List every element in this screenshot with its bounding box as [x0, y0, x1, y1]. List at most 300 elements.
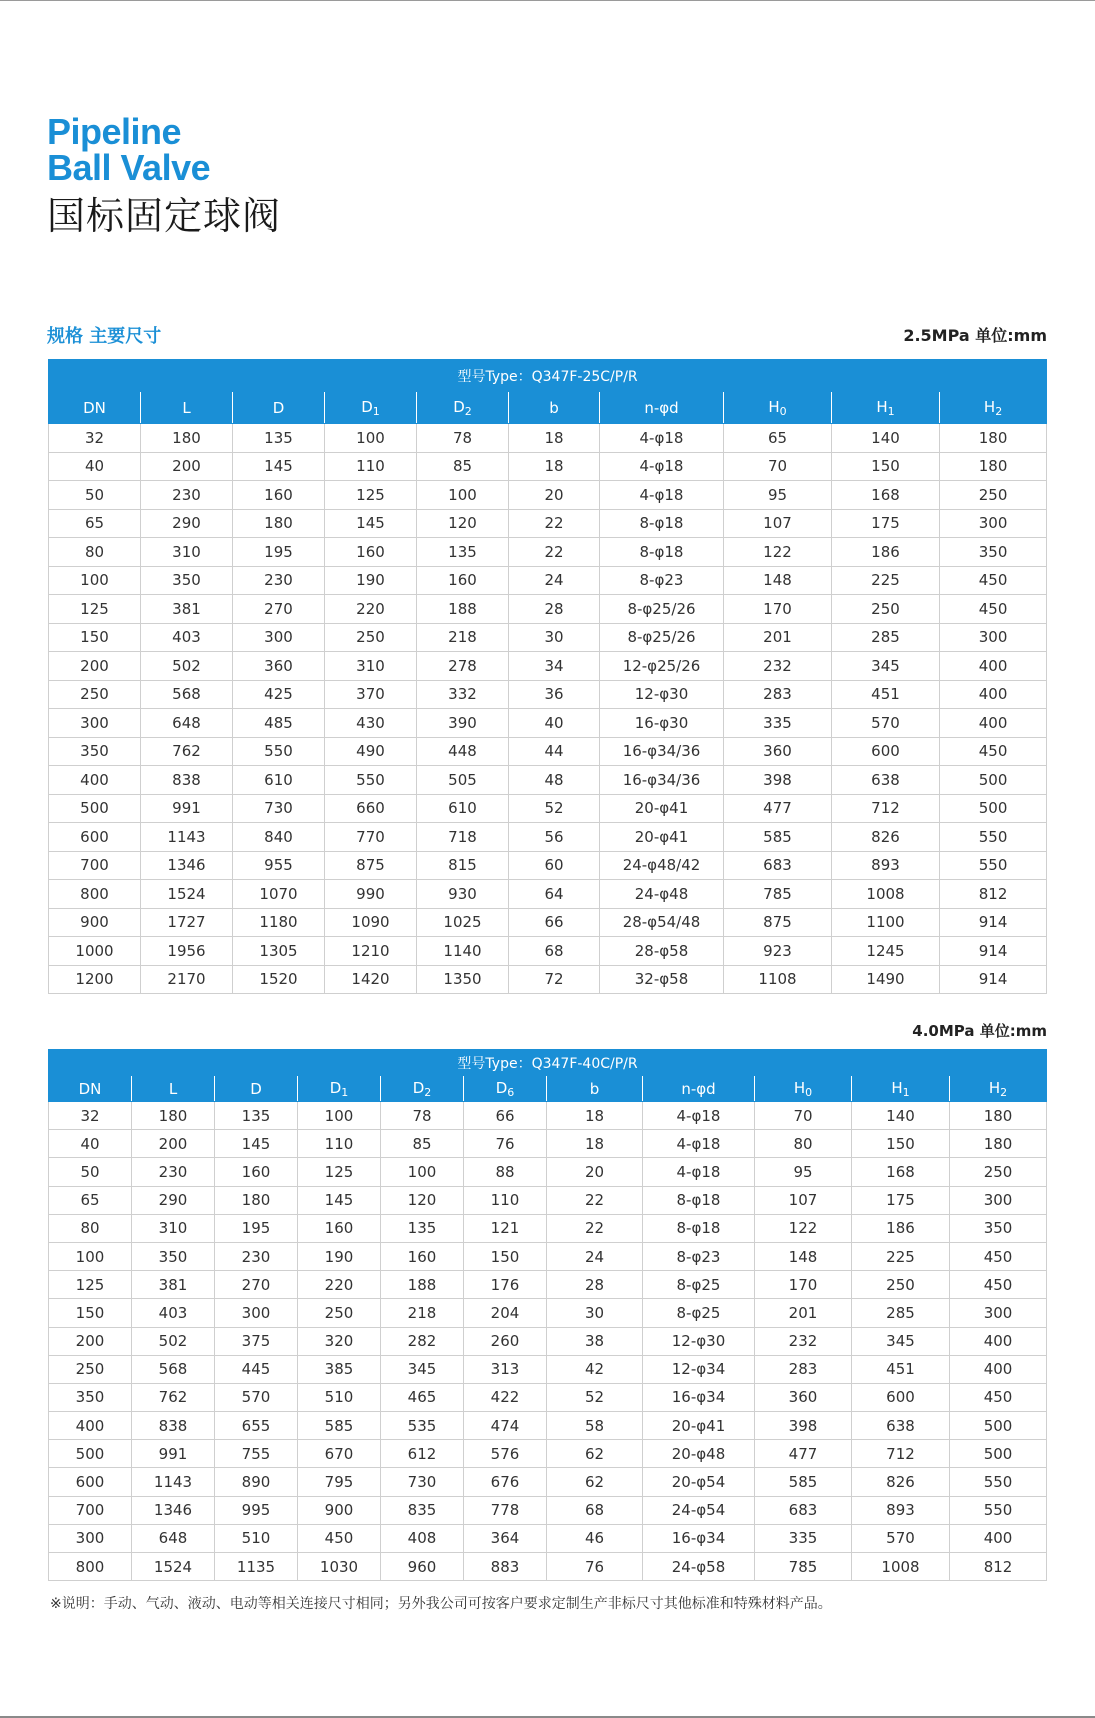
- column-header-text: DN: [78, 1079, 102, 1098]
- table-cell: 44: [509, 737, 600, 766]
- column-header-text: D: [412, 1078, 425, 1097]
- table-cell: 1000: [49, 937, 141, 966]
- table-row: [49, 481, 1047, 510]
- table-cell: 168: [832, 481, 940, 510]
- column-header-text: H: [891, 1078, 903, 1097]
- table-cell: 500: [940, 766, 1047, 795]
- table-cell: 313: [464, 1355, 547, 1383]
- table-row: [49, 1327, 1047, 1355]
- table-cell: 16-φ34/36: [600, 766, 724, 795]
- table-cell: 150: [852, 1130, 950, 1158]
- table-cell: 812: [950, 1553, 1047, 1581]
- table-cell: 430: [325, 709, 417, 738]
- table-cell: 955: [233, 851, 325, 880]
- table-row: [49, 1102, 1047, 1130]
- table-cell: 24: [509, 566, 600, 595]
- table-cell: 838: [141, 766, 233, 795]
- table-cell: 28-φ58: [600, 937, 724, 966]
- table-cell: 285: [832, 623, 940, 652]
- table-cell: 232: [724, 652, 832, 681]
- column-header-text: D: [361, 397, 373, 416]
- table-cell: 250: [49, 680, 141, 709]
- table-cell: 160: [215, 1158, 298, 1186]
- column-header-text: L: [168, 1079, 178, 1098]
- table-cell: 4-φ18: [643, 1130, 755, 1158]
- table-cell: 200: [49, 652, 141, 681]
- table-cell: 8-φ18: [643, 1186, 755, 1214]
- column-header-subscript: 2: [464, 404, 472, 418]
- table-cell: 600: [49, 1468, 132, 1496]
- table-cell: 150: [832, 452, 940, 481]
- table-cell: 28: [547, 1271, 643, 1299]
- table-cell: 8-φ23: [643, 1242, 755, 1270]
- table-cell: 20-φ48: [643, 1440, 755, 1468]
- table-cell: 76: [464, 1130, 547, 1158]
- table-cell: 180: [940, 424, 1047, 453]
- table-cell: 812: [940, 880, 1047, 909]
- table-cell: 700: [49, 1496, 132, 1524]
- table-cell: 283: [755, 1355, 852, 1383]
- table-cell: 160: [381, 1242, 464, 1270]
- table-cell: 683: [724, 851, 832, 880]
- table-cell: 270: [233, 595, 325, 624]
- column-header: [950, 1076, 1047, 1102]
- table-cell: 893: [852, 1496, 950, 1524]
- table-cell: 110: [464, 1186, 547, 1214]
- table-cell: 50: [49, 481, 141, 510]
- table-cell: 12-φ30: [600, 680, 724, 709]
- table-cell: 500: [49, 1440, 132, 1468]
- table-cell: 1140: [417, 937, 509, 966]
- table-cell: 160: [417, 566, 509, 595]
- table-cell: 960: [381, 1553, 464, 1581]
- column-header-text: b: [549, 398, 559, 417]
- table-cell: 1180: [233, 908, 325, 937]
- table-cell: 290: [132, 1186, 215, 1214]
- column-header-subscript: 2: [995, 404, 1003, 418]
- table-row: [49, 538, 1047, 567]
- table-row: [49, 737, 1047, 766]
- table-cell: 18: [509, 452, 600, 481]
- model-type-header: 型号Type：Q347F-25C/P/R: [49, 360, 1047, 392]
- table-cell: 107: [724, 509, 832, 538]
- table-cell: 350: [141, 566, 233, 595]
- footnote: ※说明：手动、气动、液动、电动等相关连接尺寸相同；另外我公司可按客户要求定制生产非标尺寸其他标准和特殊材料产品。: [50, 1596, 832, 1612]
- table-cell: 570: [215, 1383, 298, 1411]
- table-cell: 585: [298, 1412, 381, 1440]
- table-cell: 56: [509, 823, 600, 852]
- table-cell: 160: [325, 538, 417, 567]
- column-header-subscript: 1: [341, 1085, 349, 1099]
- table-row: [49, 1299, 1047, 1327]
- table-cell: 655: [215, 1412, 298, 1440]
- table-cell: 16-φ30: [600, 709, 724, 738]
- table-cell: 1025: [417, 908, 509, 937]
- table-cell: 170: [755, 1271, 852, 1299]
- table-cell: 148: [724, 566, 832, 595]
- table-cell: 1956: [141, 937, 233, 966]
- table-cell: 510: [298, 1383, 381, 1411]
- table-cell: 180: [950, 1130, 1047, 1158]
- table-cell: 500: [940, 794, 1047, 823]
- table-cell: 145: [325, 509, 417, 538]
- table-cell: 24: [547, 1242, 643, 1270]
- table-cell: 220: [325, 595, 417, 624]
- table-cell: 755: [215, 1440, 298, 1468]
- table-cell: 403: [132, 1299, 215, 1327]
- table-cell: 712: [852, 1440, 950, 1468]
- table-row: [49, 1130, 1047, 1158]
- table-cell: 638: [852, 1412, 950, 1440]
- table-cell: 135: [381, 1214, 464, 1242]
- table-cell: 585: [755, 1468, 852, 1496]
- table-cell: 403: [141, 623, 233, 652]
- table-cell: 100: [298, 1102, 381, 1130]
- table-cell: 20-φ54: [643, 1468, 755, 1496]
- table-cell: 1524: [132, 1553, 215, 1581]
- table-cell: 360: [233, 652, 325, 681]
- table-cell: 300: [940, 509, 1047, 538]
- table-cell: 1143: [141, 823, 233, 852]
- table-cell: 20-φ41: [643, 1412, 755, 1440]
- table-cell: 121: [464, 1214, 547, 1242]
- table-cell: 230: [141, 481, 233, 510]
- table-cell: 30: [547, 1299, 643, 1327]
- table-cell: 80: [49, 1214, 132, 1242]
- table-cell: 232: [755, 1327, 852, 1355]
- table-cell: 490: [325, 737, 417, 766]
- column-header-row: [49, 392, 1047, 424]
- table-cell: 826: [832, 823, 940, 852]
- table-cell: 88: [464, 1158, 547, 1186]
- table-cell: 350: [940, 538, 1047, 567]
- table-cell: 48: [509, 766, 600, 795]
- table-cell: 350: [49, 737, 141, 766]
- table-cell: 610: [417, 794, 509, 823]
- table-cell: 381: [141, 595, 233, 624]
- table-cell: 320: [298, 1327, 381, 1355]
- table-cell: 535: [381, 1412, 464, 1440]
- table-cell: 20-φ41: [600, 823, 724, 852]
- table-cell: 875: [724, 908, 832, 937]
- table-cell: 200: [141, 452, 233, 481]
- table-cell: 1108: [724, 965, 832, 994]
- table-cell: 100: [49, 1242, 132, 1270]
- table-cell: 52: [547, 1383, 643, 1411]
- table-cell: 250: [298, 1299, 381, 1327]
- table-body: [49, 424, 1047, 994]
- table-cell: 24-φ48/42: [600, 851, 724, 880]
- table-cell: 991: [141, 794, 233, 823]
- table-cell: 390: [417, 709, 509, 738]
- table-cell: 135: [215, 1102, 298, 1130]
- table-cell: 8-φ23: [600, 566, 724, 595]
- table-cell: 778: [464, 1496, 547, 1524]
- table-cell: 785: [724, 880, 832, 909]
- title-en-line2: Ball Valve: [47, 147, 211, 188]
- table-cell: 62: [547, 1468, 643, 1496]
- table-cell: 826: [852, 1468, 950, 1496]
- table-cell: 260: [464, 1327, 547, 1355]
- table-row: [49, 965, 1047, 994]
- table-cell: 610: [233, 766, 325, 795]
- table-cell: 1420: [325, 965, 417, 994]
- column-header-text: D: [453, 397, 465, 416]
- table-cell: 32: [49, 1102, 132, 1130]
- table-row: [49, 595, 1047, 624]
- table-cell: 230: [132, 1158, 215, 1186]
- table-cell: 350: [49, 1383, 132, 1411]
- table-cell: 120: [381, 1186, 464, 1214]
- table-cell: 310: [325, 652, 417, 681]
- table-cell: 66: [509, 908, 600, 937]
- table-cell: 1070: [233, 880, 325, 909]
- table-cell: 1524: [141, 880, 233, 909]
- dimension-table-40: [48, 1049, 1047, 1581]
- table-cell: 398: [755, 1412, 852, 1440]
- table-cell: 1490: [832, 965, 940, 994]
- table-cell: 110: [325, 452, 417, 481]
- table-cell: 38: [547, 1327, 643, 1355]
- table-cell: 20: [547, 1158, 643, 1186]
- table-cell: 250: [325, 623, 417, 652]
- table-cell: 100: [325, 424, 417, 453]
- table-cell: 270: [215, 1271, 298, 1299]
- table-cell: 1030: [298, 1553, 381, 1581]
- table-cell: 445: [215, 1355, 298, 1383]
- column-header: [724, 392, 832, 424]
- table-cell: 1520: [233, 965, 325, 994]
- table-cell: 36: [509, 680, 600, 709]
- table-cell: 400: [940, 652, 1047, 681]
- table-cell: 450: [950, 1271, 1047, 1299]
- table-cell: 175: [832, 509, 940, 538]
- table-cell: 370: [325, 680, 417, 709]
- table-cell: 52: [509, 794, 600, 823]
- table-cell: 4-φ18: [600, 452, 724, 481]
- table-cell: 65: [49, 1186, 132, 1214]
- table-cell: 78: [417, 424, 509, 453]
- table-cell: 40: [49, 452, 141, 481]
- table-cell: 18: [547, 1130, 643, 1158]
- table-cell: 68: [547, 1496, 643, 1524]
- table-cell: 800: [49, 880, 141, 909]
- table-cell: 398: [724, 766, 832, 795]
- table-cell: 1135: [215, 1553, 298, 1581]
- table-cell: 474: [464, 1412, 547, 1440]
- table-cell: 570: [832, 709, 940, 738]
- table-cell: 995: [215, 1496, 298, 1524]
- table-cell: 485: [233, 709, 325, 738]
- table-cell: 180: [940, 452, 1047, 481]
- table-cell: 730: [381, 1468, 464, 1496]
- title-chinese: 国标固定球阀: [47, 194, 282, 238]
- table-cell: 1727: [141, 908, 233, 937]
- table-cell: 100: [417, 481, 509, 510]
- table-cell: 40: [509, 709, 600, 738]
- table-cell: 176: [464, 1271, 547, 1299]
- table-row: [49, 1496, 1047, 1524]
- table-cell: 345: [381, 1355, 464, 1383]
- table-cell: 638: [832, 766, 940, 795]
- table-cell: 32-φ58: [600, 965, 724, 994]
- table-cell: 65: [724, 424, 832, 453]
- table-row: [49, 424, 1047, 453]
- table-cell: 60: [509, 851, 600, 880]
- table-cell: 8-φ25: [643, 1299, 755, 1327]
- table-cell: 400: [940, 709, 1047, 738]
- pressure-unit-label-2: 4.0MPa 单位:mm: [912, 1022, 1047, 1040]
- column-header-text: H: [988, 1078, 1001, 1097]
- table-cell: 450: [298, 1524, 381, 1552]
- table-cell: 8-φ18: [600, 538, 724, 567]
- table-row: [49, 623, 1047, 652]
- table-cell: 505: [417, 766, 509, 795]
- table-cell: 450: [940, 566, 1047, 595]
- table-cell: 676: [464, 1468, 547, 1496]
- table-cell: 12-φ25/26: [600, 652, 724, 681]
- table-cell: 683: [755, 1496, 852, 1524]
- table-cell: 300: [49, 1524, 132, 1552]
- table-cell: 670: [298, 1440, 381, 1468]
- table-row: [49, 880, 1047, 909]
- table-cell: 450: [950, 1383, 1047, 1411]
- table-cell: 422: [464, 1383, 547, 1411]
- table-cell: 600: [832, 737, 940, 766]
- table-cell: 80: [755, 1130, 852, 1158]
- column-header-text: L: [182, 398, 191, 417]
- table-row: [49, 652, 1047, 681]
- column-header-text: b: [589, 1079, 600, 1098]
- title-en-line1: Pipeline: [47, 111, 182, 152]
- table-cell: 65: [49, 509, 141, 538]
- table-cell: 201: [724, 623, 832, 652]
- table-cell: 200: [49, 1327, 132, 1355]
- table-cell: 283: [724, 680, 832, 709]
- table-cell: 1350: [417, 965, 509, 994]
- table-cell: 300: [950, 1299, 1047, 1327]
- table-cell: 145: [233, 452, 325, 481]
- table-cell: 22: [547, 1214, 643, 1242]
- table-cell: 1100: [832, 908, 940, 937]
- spec-label: 规格 主要尺寸: [47, 326, 162, 347]
- table-cell: 400: [950, 1355, 1047, 1383]
- table-cell: 85: [381, 1130, 464, 1158]
- table-cell: 50: [49, 1158, 132, 1186]
- table-cell: 225: [852, 1242, 950, 1270]
- title-english: [47, 111, 211, 188]
- table-cell: 400: [49, 1412, 132, 1440]
- table-cell: 125: [49, 595, 141, 624]
- table-cell: 893: [832, 851, 940, 880]
- table-row: [49, 937, 1047, 966]
- table-cell: 64: [509, 880, 600, 909]
- table-cell: 712: [832, 794, 940, 823]
- table-cell: 568: [132, 1355, 215, 1383]
- table-cell: 180: [215, 1186, 298, 1214]
- table-cell: 195: [233, 538, 325, 567]
- table-cell: 250: [49, 1355, 132, 1383]
- table-cell: 770: [325, 823, 417, 852]
- table-cell: 1245: [832, 937, 940, 966]
- table-cell: 576: [464, 1440, 547, 1468]
- table-row: [49, 1440, 1047, 1468]
- table-cell: 58: [547, 1412, 643, 1440]
- dimension-table-25: [48, 359, 1047, 994]
- table-row: [49, 1271, 1047, 1299]
- table-cell: 1346: [141, 851, 233, 880]
- table-cell: 188: [417, 595, 509, 624]
- column-header: [464, 1076, 547, 1102]
- table-cell: 400: [950, 1524, 1047, 1552]
- table-cell: 350: [132, 1242, 215, 1270]
- table-cell: 875: [325, 851, 417, 880]
- table-row: [49, 1383, 1047, 1411]
- top-rule: [0, 0, 1095, 1]
- table-cell: 718: [417, 823, 509, 852]
- table-cell: 22: [509, 509, 600, 538]
- column-header: [132, 1076, 215, 1102]
- table-cell: 218: [381, 1299, 464, 1327]
- table-row: [49, 1355, 1047, 1383]
- table-row: [49, 566, 1047, 595]
- table-cell: 502: [132, 1327, 215, 1355]
- table-cell: 381: [132, 1271, 215, 1299]
- column-header: [600, 392, 724, 424]
- table-body: [49, 1102, 1047, 1581]
- column-header-subscript: 0: [805, 1085, 813, 1099]
- table-cell: 450: [940, 595, 1047, 624]
- table-cell: 890: [215, 1468, 298, 1496]
- table-cell: 218: [417, 623, 509, 652]
- table-cell: 762: [141, 737, 233, 766]
- table-cell: 190: [298, 1242, 381, 1270]
- column-header: [509, 392, 600, 424]
- table-cell: 8-φ18: [600, 509, 724, 538]
- table-cell: 8-φ25: [643, 1271, 755, 1299]
- table-cell: 345: [832, 652, 940, 681]
- table-cell: 168: [852, 1158, 950, 1186]
- table-cell: 110: [298, 1130, 381, 1158]
- table-cell: 570: [852, 1524, 950, 1552]
- table-cell: 425: [233, 680, 325, 709]
- table-cell: 70: [755, 1102, 852, 1130]
- table-cell: 22: [547, 1186, 643, 1214]
- table-cell: 510: [215, 1524, 298, 1552]
- column-header-subscript: 1: [902, 1085, 910, 1099]
- column-header-text: H: [876, 397, 888, 416]
- table-cell: 914: [940, 937, 1047, 966]
- table-cell: 332: [417, 680, 509, 709]
- table-cell: 122: [755, 1214, 852, 1242]
- table-cell: 550: [940, 851, 1047, 880]
- table-cell: 785: [755, 1553, 852, 1581]
- table-row: [49, 766, 1047, 795]
- table-row: [49, 452, 1047, 481]
- table-cell: 648: [141, 709, 233, 738]
- table-cell: 400: [49, 766, 141, 795]
- table-cell: 100: [381, 1158, 464, 1186]
- column-header-text: D: [495, 1078, 508, 1097]
- table-cell: 350: [950, 1214, 1047, 1242]
- column-header-text: H: [768, 397, 780, 416]
- table-cell: 12-φ30: [643, 1327, 755, 1355]
- table-cell: 800: [49, 1553, 132, 1581]
- table-cell: 500: [950, 1412, 1047, 1440]
- table-cell: 585: [724, 823, 832, 852]
- table-cell: 1143: [132, 1468, 215, 1496]
- table-cell: 140: [852, 1102, 950, 1130]
